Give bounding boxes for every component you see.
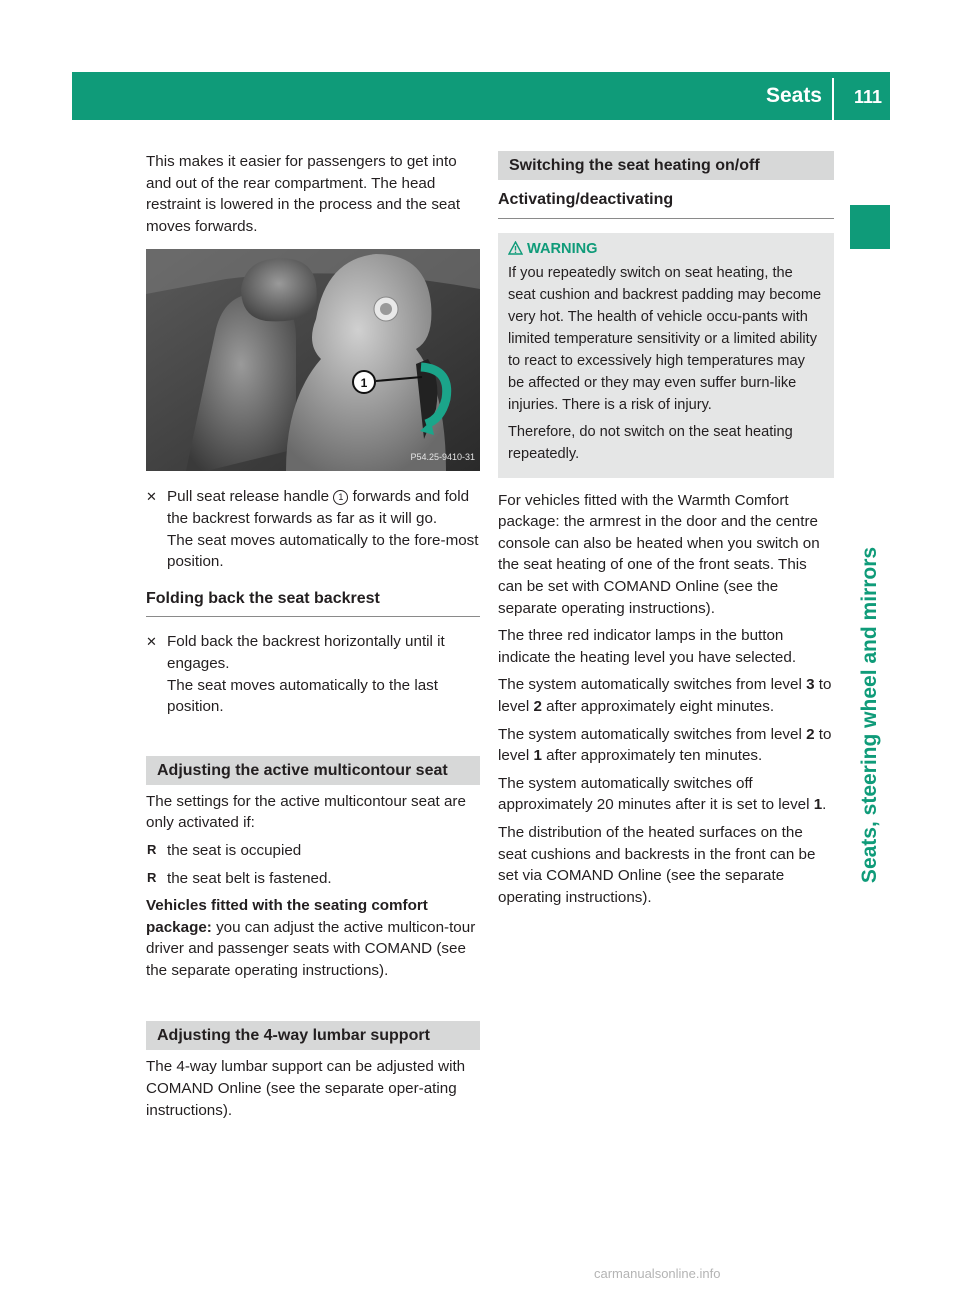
text: The system automatically switches off approximately 20 minutes after it is set to level (498, 774, 814, 814)
lumbar-paragraph: The 4-way lumbar support can be adjusted with COMAND Online (see the separate oper-ating instructions). (146, 1058, 466, 1119)
subhead-activating: Activating/deactivating (498, 189, 834, 219)
warning-triangle-icon (508, 241, 523, 255)
distribution-paragraph: The distribution of the heated surfaces on the seat cushions and backrests in the front can be set via COMAND Online (see the separate operating instructions). (498, 823, 816, 906)
header-divider (832, 78, 834, 120)
lamps-paragraph: The three red indicator lamps in the button indicate the heating level you have selected. (498, 627, 797, 666)
text: The system automatically switches from level (498, 676, 807, 694)
step1-text-a: Pull seat release handle (167, 488, 334, 506)
comfort-bold: Vehicles fitted with the seating comfort package: (146, 897, 428, 936)
bullet-item (146, 840, 480, 862)
section-lumbar: Adjusting the 4-way lumbar support (146, 1021, 480, 1050)
side-tab-marker (850, 205, 890, 249)
bullet-item (146, 868, 480, 890)
level-value: 3 (806, 676, 815, 694)
level-value: 2 (806, 725, 815, 743)
warning-box (498, 233, 834, 478)
seat-figure (146, 249, 480, 471)
text: after approximately ten minutes. (541, 747, 763, 765)
bullet-text: the seat belt is fastened. (167, 869, 332, 887)
section-seat-heating: Switching the seat heating on/off (498, 151, 834, 180)
warning-title-text: WARNING (527, 240, 598, 257)
bullet-text: the seat is occupied (167, 841, 302, 859)
step-pull-handle (146, 486, 480, 572)
level-value: 1 (813, 796, 823, 814)
warning-instruction: Therefore, do not switch on the seat heating repeatedly. (508, 423, 793, 462)
step1-text-b: forwards and fold the backrest forwards as far as it will go. (167, 488, 470, 527)
bullet-r-icon: R (147, 869, 157, 885)
text: The system automatically switches from level (498, 725, 807, 743)
warning-title (508, 238, 824, 260)
marker-1-icon: 1 (333, 490, 348, 505)
text: after approximately eight minutes. (541, 697, 775, 715)
step2-result: The seat moves automatically to the last position. (167, 676, 438, 716)
side-chapter-title: Seats, steering wheel and mirrors (858, 546, 881, 884)
bullet-r-icon: R (147, 841, 157, 857)
section-multicontour: Adjusting the active multicontour seat (146, 756, 480, 785)
step-arrow-icon: ✕ (146, 634, 157, 650)
warmth-paragraph: For vehicles fitted with the Warmth Comfort package: the armrest in the door and the centre console can also be heated when you switch on the seat heating of one of the front seats. This can be set with COMAND Online (see the separate operating instructions). (498, 491, 820, 617)
comfort-paragraph (146, 895, 480, 981)
level-2-to-1-paragraph (498, 724, 834, 767)
seat-illustration (146, 249, 480, 471)
step-arrow-icon: ✕ (146, 489, 157, 505)
step-fold-back (146, 631, 480, 717)
header-bar (72, 72, 890, 120)
step1-result: The seat moves automatically to the fore-most position. (167, 531, 479, 571)
text: to level (498, 725, 832, 765)
level-3-to-2-paragraph (498, 674, 834, 717)
step2-text: Fold back the backrest horizontally until it engages. (167, 633, 445, 672)
page-number: 111 (853, 87, 882, 107)
figure-code: P54.25-9410-31 (410, 451, 475, 462)
level-value: 2 (533, 697, 542, 715)
switch-off-paragraph (498, 773, 834, 816)
comfort-text: you can adjust the active multicon-tour driver and passenger seats with COMAND (see the separate operating instructions). (146, 918, 476, 979)
level-value: 1 (533, 747, 542, 765)
right-column (498, 151, 834, 914)
header-title: Seats (765, 84, 822, 107)
left-column (146, 151, 480, 1127)
text: . (822, 796, 827, 814)
subhead-folding: Folding back the seat backrest (146, 588, 480, 618)
warning-text: If you repeatedly switch on seat heating, the seat cushion and backrest padding may become very hot. The health of vehicle occu-pants with limited temperature sensitivity or a limited ability to react to excessively high temperatures may be affected or they may even suffer burn-like injuries. There is a risk of injury. (508, 264, 822, 413)
figure-callout-1: 1 (360, 376, 368, 391)
intro-paragraph: This makes it easier for passengers to get into and out of the rear compartment. The head restraint is lowered in the process and the seat moves forwards. (146, 153, 461, 235)
text: to level (498, 676, 832, 715)
footer-watermark: carmanualsonline.info (594, 1266, 721, 1281)
multicontour-intro: The settings for the active multicontour seat are only activated if: (146, 792, 466, 832)
